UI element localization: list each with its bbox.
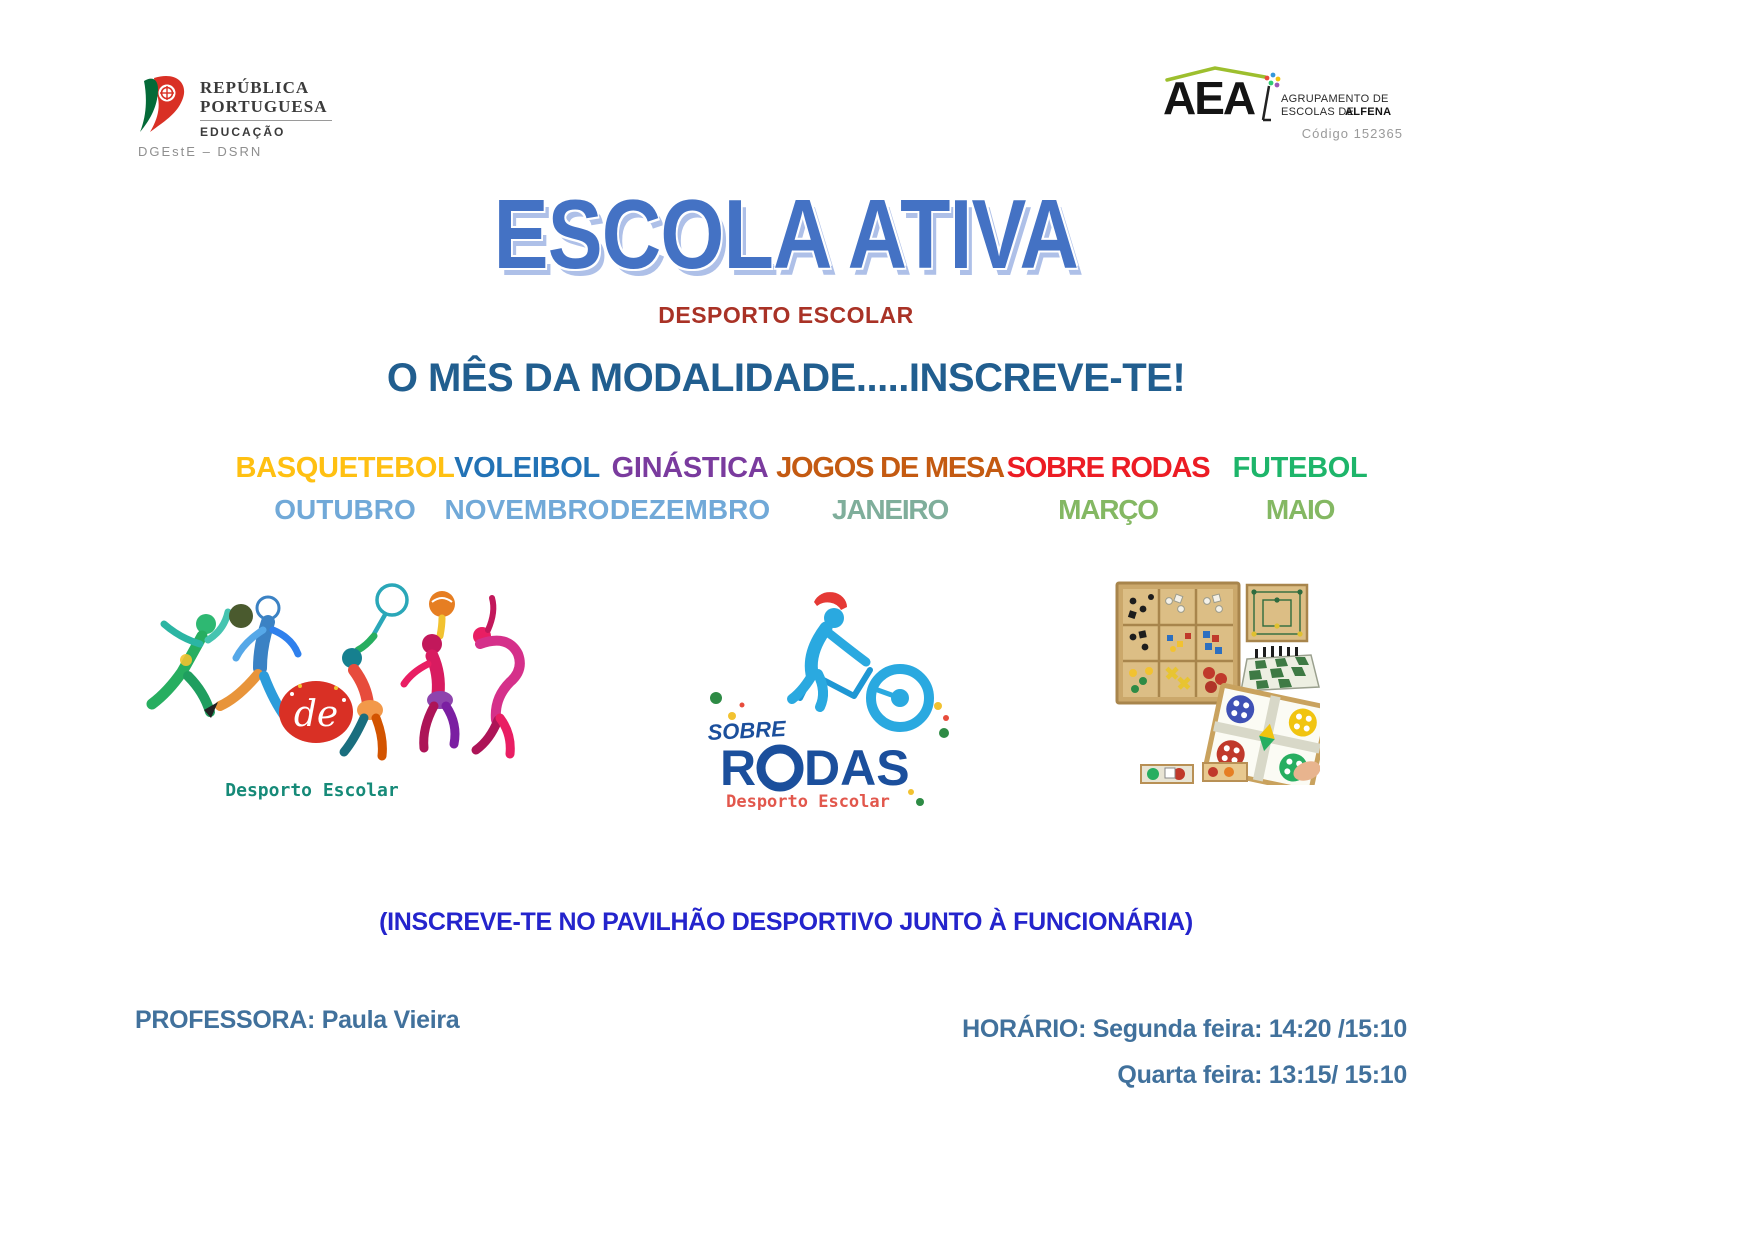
sport-label: GINÁSTICA: [611, 452, 769, 484]
sport-label: VOLEIBOL: [454, 452, 600, 484]
leaping-athlete-figure: [152, 612, 228, 712]
signup-note: (INSCREVE-TE NO PAVILHÃO DESPORTIVO JUNTO À FUNCIONÁRIA): [379, 908, 1193, 936]
modality-ginastica: [610, 452, 770, 526]
morris-board: [1247, 585, 1307, 641]
board-games-photo: [1115, 575, 1320, 785]
month-label: NOVEMBRO: [444, 494, 610, 525]
schedule-line2: Quarta feira: 13:15/ 15:10: [1117, 1061, 1407, 1089]
gymnast-figure: [473, 598, 520, 754]
modality-jogos-de-mesa: [776, 452, 1004, 526]
portugal-flag-icon: [138, 74, 190, 136]
wheel-o-icon: [761, 749, 799, 787]
flower-icon: [1263, 73, 1280, 120]
month-label: MAIO: [1265, 494, 1335, 525]
sport-label: FUTEBOL: [1232, 452, 1368, 484]
gov-name: [200, 78, 327, 116]
schedule-line1: HORÁRIO: Segunda feira: 14:20 /15:10: [962, 1015, 1407, 1043]
gov-divider: [200, 120, 332, 121]
sport-label: SOBRE RODAS: [1006, 452, 1210, 484]
sobre-rodas-caption: Desporto Escolar: [726, 792, 890, 810]
school-line2: ESCOLAS DE: [1281, 106, 1355, 118]
collage-caption: Desporto Escolar: [225, 780, 399, 801]
aea-logo-graphic: [1163, 64, 1413, 124]
volleyball-player-figure: [404, 591, 455, 748]
republica-portuguesa-logo: [138, 72, 398, 162]
aea-acronym: AEA: [1163, 72, 1255, 124]
aea-school-logo: [1163, 64, 1413, 154]
sport-label: BASQUETEBOL: [235, 452, 455, 484]
page-subtitle: DESPORTO ESCOLAR: [658, 302, 914, 328]
gov-department: EDUCAÇÃO: [200, 125, 286, 139]
month-label: JANEIRO: [831, 494, 949, 525]
word-sobre: SOBRE: [706, 715, 787, 745]
modality-basquetebol: [235, 452, 454, 526]
page-title: ESCOLA ATIVA: [493, 179, 1079, 289]
modality-sobre-rodas: [1007, 452, 1210, 526]
gov-subdivision: DGEstE – DSRN: [138, 144, 263, 159]
teacher-line: PROFESSORA: Paula Vieira: [135, 1006, 460, 1034]
sport-label: JOGOS DE MESA: [776, 452, 1004, 484]
tennis-player-figure: [342, 585, 407, 756]
month-label: MARÇO: [1058, 494, 1158, 525]
gov-name-line1: REPÚBLICA: [200, 78, 310, 97]
sports-figures-collage-illustration: [140, 552, 530, 804]
school-line2-bold: ALFENA: [1345, 106, 1392, 118]
chessboard: [1241, 646, 1319, 691]
word-rodas-r: R: [720, 740, 757, 796]
sobre-rodas-logo: [668, 578, 968, 810]
gov-name-line2: PORTUGUESA: [200, 97, 328, 116]
month-label: DEZEMBRO: [609, 494, 771, 525]
desporto-escolar-badge: [279, 681, 353, 743]
sobre-rodas-wordmark: [707, 716, 910, 796]
school-line1: AGRUPAMENTO DE: [1281, 93, 1389, 105]
headline: O MÊS DA MODALIDADE.....INSCREVE-TE!: [386, 356, 1186, 400]
modality-futebol: [1233, 452, 1368, 526]
badge-de-text: de: [293, 694, 339, 735]
schedule-block: [962, 1006, 1407, 1098]
cyclist-icon: [792, 592, 929, 727]
school-code: Código 152365: [1301, 126, 1403, 141]
modality-voleibol: [445, 452, 610, 526]
month-label: OUTUBRO: [274, 494, 416, 525]
word-rodas-das: DAS: [804, 740, 910, 796]
